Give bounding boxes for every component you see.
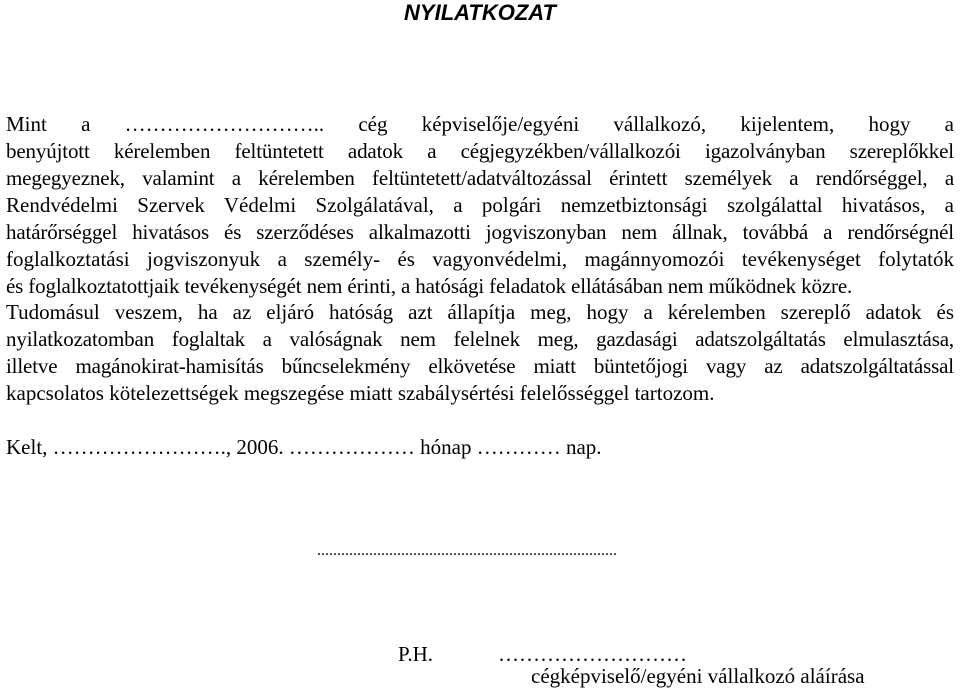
paragraph-line: kapcsolatos kötelezettségek megszegése miatt szabálysértési felelősséggel tartozom. [6,381,715,405]
paragraph-line: foglalkoztatási jogviszonyuk a személy- és vagyonvédelmi, magánnyomozói tevékenységet folytatók [6,247,954,271]
paragraph-line: illetve magánokirat-hamisítás bűncselekmény elkövetése miatt büntetőjogi vagy az adatszolgáltatással [6,354,954,378]
stamp-label: P.H. [398,642,434,666]
date-line: Kelt, ……………………., 2006. ……………… hónap ………… nap. [6,435,602,459]
signature-dots: ........................................................................... [317,542,617,559]
paragraph-line: Rendvédelmi Szervek Védelmi Szolgálatával, a polgári nemzetbiztonsági szolgálattal hivatásos, a [6,193,954,217]
signature-placeholder: ……………………… [498,642,687,666]
paragraph-line: benyújtott kérelemben feltüntetett adatok a cégjegyzékben/vállalkozói igazolványban szereplőkkel [6,139,954,163]
page-title: NYILATKOZAT [404,0,556,25]
paragraph-line: Tudomásul veszem, ha az eljáró hatóság azt állapítja meg, hogy a kérelemben szereplő adatok és [6,300,954,324]
signature-caption: cégképviselő/egyéni vállalkozó aláírása [531,664,865,688]
paragraph-line: Mint a ……………………….. cég képviselője/egyéni vállalkozó, kijelentem, hogy a [6,112,954,136]
paragraph-line: és foglalkoztatottjaik tevékenységét nem érinti, a hatósági feladatok ellátásában nem működnek közre. [6,274,853,298]
paragraph-line: határőrséggel hivatásos és szerződéses alkalmazotti jogviszonyban nem állnak, továbbá a rendőrségnél [6,220,954,244]
paragraph-line: megegyeznek, valamint a kérelemben feltüntetett/adatváltozással érintett személyek a rendőrséggel, a [6,166,954,190]
paragraph-line: nyilatkozatomban foglaltak a valóságnak nem felelnek meg, gazdasági adatszolgáltatás elmulasztása, [6,327,954,351]
